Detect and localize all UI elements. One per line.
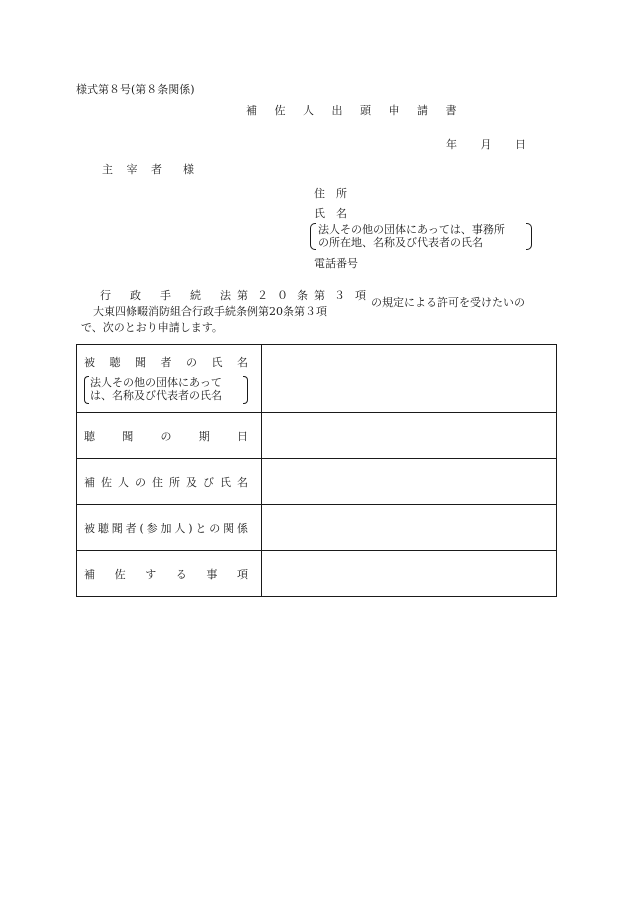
application-table	[76, 344, 557, 597]
date-month: 月	[480, 138, 492, 151]
assistance-matters-label: 補 佐 す る 事 項	[84, 567, 248, 581]
law-line-1: 行 政 手 続 法 第 ２ ０ 条 第 ３ 項	[100, 289, 366, 302]
applicant-corporate-note: 法人その他の団体にあっては、事務所 の所在地、名称及び代表者の氏名	[310, 223, 532, 250]
respondent-corporate-note: 法人その他の団体にあって は、名称及び代表者の氏名	[84, 376, 248, 404]
date-year: 年	[446, 138, 457, 151]
addressee-honorific: 様	[183, 163, 194, 176]
hearing-date-label: 聴 聞 の 期 日	[84, 429, 248, 443]
date-day: 日	[515, 138, 526, 151]
assistant-address-name-label: 補 佐 人 の 住 所 及 び 氏 名	[84, 475, 248, 489]
assistance-matters-field[interactable]	[262, 551, 557, 597]
table-row	[77, 551, 557, 597]
document-title: 補 佐 人 出 頭 申 請 書	[246, 104, 464, 117]
table-row	[77, 459, 557, 505]
applicant-phone-label: 電話番号	[314, 257, 358, 270]
law-line-2: 大東四條畷消防組合行政手続条例第20条第３項	[93, 305, 327, 318]
law-suffix: の規定による許可を受けたいの	[371, 296, 525, 309]
applicant-address-label: 住 所	[314, 187, 347, 200]
table-label-cell	[77, 413, 262, 459]
respondent-name-field[interactable]	[262, 345, 557, 413]
addressee	[102, 163, 194, 177]
addressee-name: 主 宰 者	[102, 163, 167, 176]
left-bracket	[310, 223, 316, 250]
right-bracket	[243, 376, 248, 404]
assistant-address-name-field[interactable]	[262, 459, 557, 505]
respondent-name-label: 被 聴 聞 者 の 氏 名	[84, 355, 248, 369]
date-line	[446, 138, 546, 152]
table-row	[77, 413, 557, 459]
applicant-name-label: 氏 名	[314, 207, 347, 220]
form-number: 様式第８号(第８条関係)	[76, 83, 195, 96]
law-line-3: で、次のとおり申請します。	[81, 321, 223, 334]
table-label-cell	[77, 505, 262, 551]
table-row	[77, 345, 557, 413]
table-row	[77, 505, 557, 551]
right-bracket	[526, 223, 532, 250]
table-label-cell	[77, 551, 262, 597]
relationship-label: 被聴聞者(参加人)との関係	[84, 521, 248, 535]
relationship-field[interactable]	[262, 505, 557, 551]
hearing-date-field[interactable]	[262, 413, 557, 459]
left-bracket	[84, 376, 89, 404]
table-label-cell	[77, 459, 262, 505]
table-label-cell	[77, 345, 262, 413]
